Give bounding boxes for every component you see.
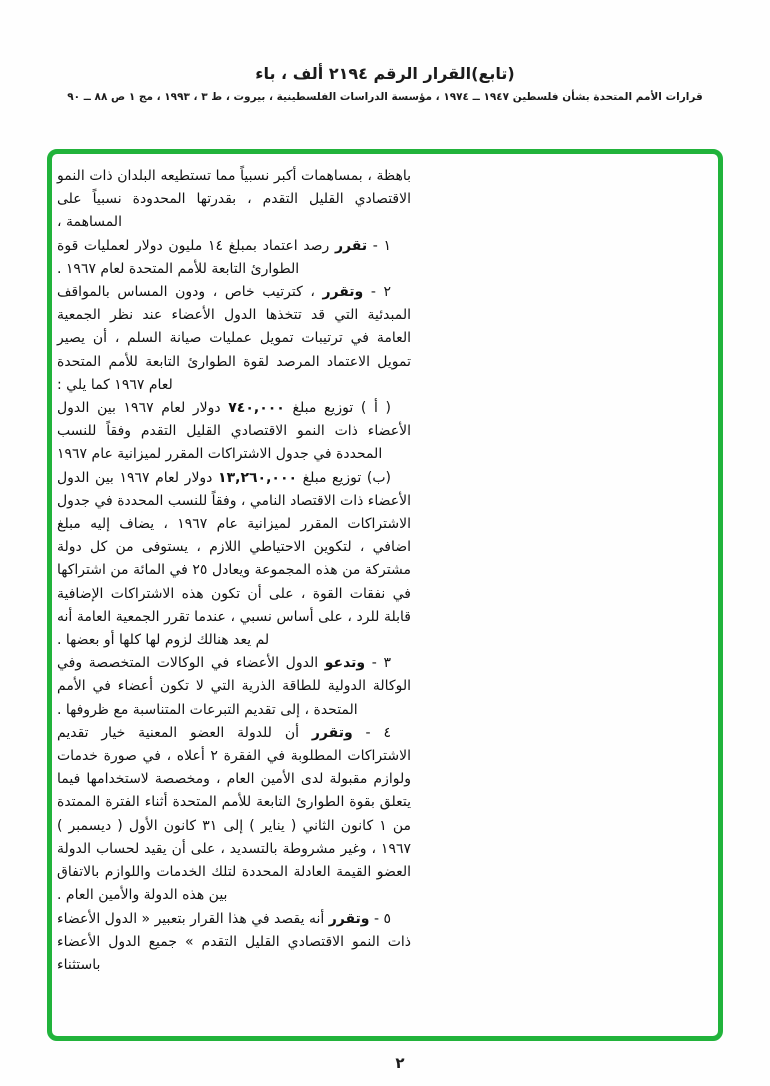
text-run: الدول الأعضاء في الوكالات المتخصصة وفي الوكالة الدولية للطاقة الذرية التي لا تكون أعضاء في الأمم المتحدة ، إلى تقديم التبرعات المتناسبة مع ظروفها . — [57, 655, 411, 718]
resolution-body-text — [57, 165, 411, 977]
operative-word: ٧٤٠,٠٠٠ — [228, 400, 285, 417]
operative-word: وتدعو — [324, 655, 366, 672]
page-header — [0, 64, 770, 103]
page-number: ٢ — [395, 1054, 405, 1072]
text-run: ٥ - — [369, 910, 391, 927]
text-run: رصد اعتماد بمبلغ ١٤ مليون دولار لعمليات قوة الطوارئ التابعة للأمم المتحدة لعام ١٩٦٧ . — [57, 237, 335, 277]
operative-word: وتقرر — [328, 910, 370, 927]
text-run: ٣ - — [365, 655, 391, 672]
paragraph — [57, 467, 411, 653]
operative-word: تقرر — [334, 237, 368, 254]
source-citation: قرارات الأمم المتحدة بشأن فلسطين ١٩٤٧ ــ ١٩٧٤ ، مؤسسة الدراسات الفلسطينية ، بيروت ، ط ٣ ، ١٩٩٣ ، مج ١ ص ٨٨ ــ ٩٠ — [67, 91, 703, 103]
text-run: (ب) توزيع مبلغ — [297, 469, 391, 486]
text-run: ١ - — [367, 237, 391, 254]
text-run: أن للدولة العضو المعنية خيار تقديم الاشتراكات المطلوبة في الفقرة ٢ أعلاه ، في صورة خدمات ولوازم مقبولة لدى الأمين العام ، ومخصصة لاستخدامها فيما يتعلق بقوة الطوارئ التابعة للأمم المتحدة أثناء الفترة الممتدة من ١ كانون الثاني ( يناير ) إلى ٣١ كانون الأول ( ديسمبر ) ١٩٦٧ ، وغير مشروطة بالتسديد ، على أن يقيد لحساب الدولة العضو القيمة العادلة المحددة لتلك الخدمات واللوازم بالاتفاق بين هذه الدولة والأمين العام . — [57, 724, 411, 904]
paragraph — [57, 397, 411, 467]
paragraph — [57, 722, 411, 908]
text-run: باهظة ، بمساهمات أكبر نسبياً مما تستطيعه البلدان ذات النمو الاقتصادي القليل التقدم ، بقدرتها المحدودة نسبياً على المساهمة ، — [57, 168, 411, 231]
text-run: ٢ - — [363, 284, 392, 301]
paragraph — [57, 165, 411, 235]
paragraph — [57, 281, 411, 397]
document-title: (تابع)القرار الرقم ٢١٩٤ ألف ، باء — [255, 64, 515, 83]
text-run: دولار لعام ١٩٦٧ بين الدول الأعضاء ذات النمو الاقتصادي القليل التقدم وفقاً للنسب المحددة في جدول الاشتراكات المقرر لميزانية عام ١٩٦٧ — [57, 400, 411, 463]
text-run: أنه يقصد في هذا القرار بتعبير « الدول الأعضاء ذات النمو الاقتصادي القليل التقدم » جميع الدول الأعضاء باستثناء — [57, 910, 411, 973]
text-run: ٤ - — [352, 724, 391, 741]
operative-word: ١٣,٢٦٠,٠٠٠ — [218, 469, 298, 486]
text-run: دولار لعام ١٩٦٧ بين الدول الأعضاء ذات الاقتصاد النامي ، وفقاً للنسب المحددة في جدول الاشتراكات المقرر لميزانية عام ١٩٦٧ ، يضاف إليه مبلغ اضافي ، لتكوين الاحتياطي اللازم ، يستوفى من كل دولة مشتركة من هذه المجموعة ويعادل ٢٥ في المائة من اشتراكها في نفقات القوة ، على أن تكون هذه الاشتراكات الإضافية قابلة للرد ، على أساس نسبي ، عندما تقرر الجمعية العامة أنه لم يعد هنالك لزوم لها كلها أو بعضها . — [57, 469, 411, 649]
paragraph — [57, 908, 411, 978]
text-run: ، كترتيب خاص ، ودون المساس بالمواقف المبدئية التي قد تتخذها الدول الأعضاء عند نظر الجمعية العامة في ترتيبات تمويل عمليات صيانة السلم ، أن يصير تمويل الاعتماد المرصد لقوة الطوارئ التابعة للأمم المتحدة لعام ١٩٦٧ كما يلي : — [57, 284, 411, 393]
operative-word: وتقرر — [322, 284, 364, 301]
operative-word: وتقرر — [311, 724, 353, 741]
text-run: ( أ ) توزيع مبلغ — [284, 400, 391, 417]
paragraph — [57, 652, 411, 722]
paragraph — [57, 235, 411, 281]
